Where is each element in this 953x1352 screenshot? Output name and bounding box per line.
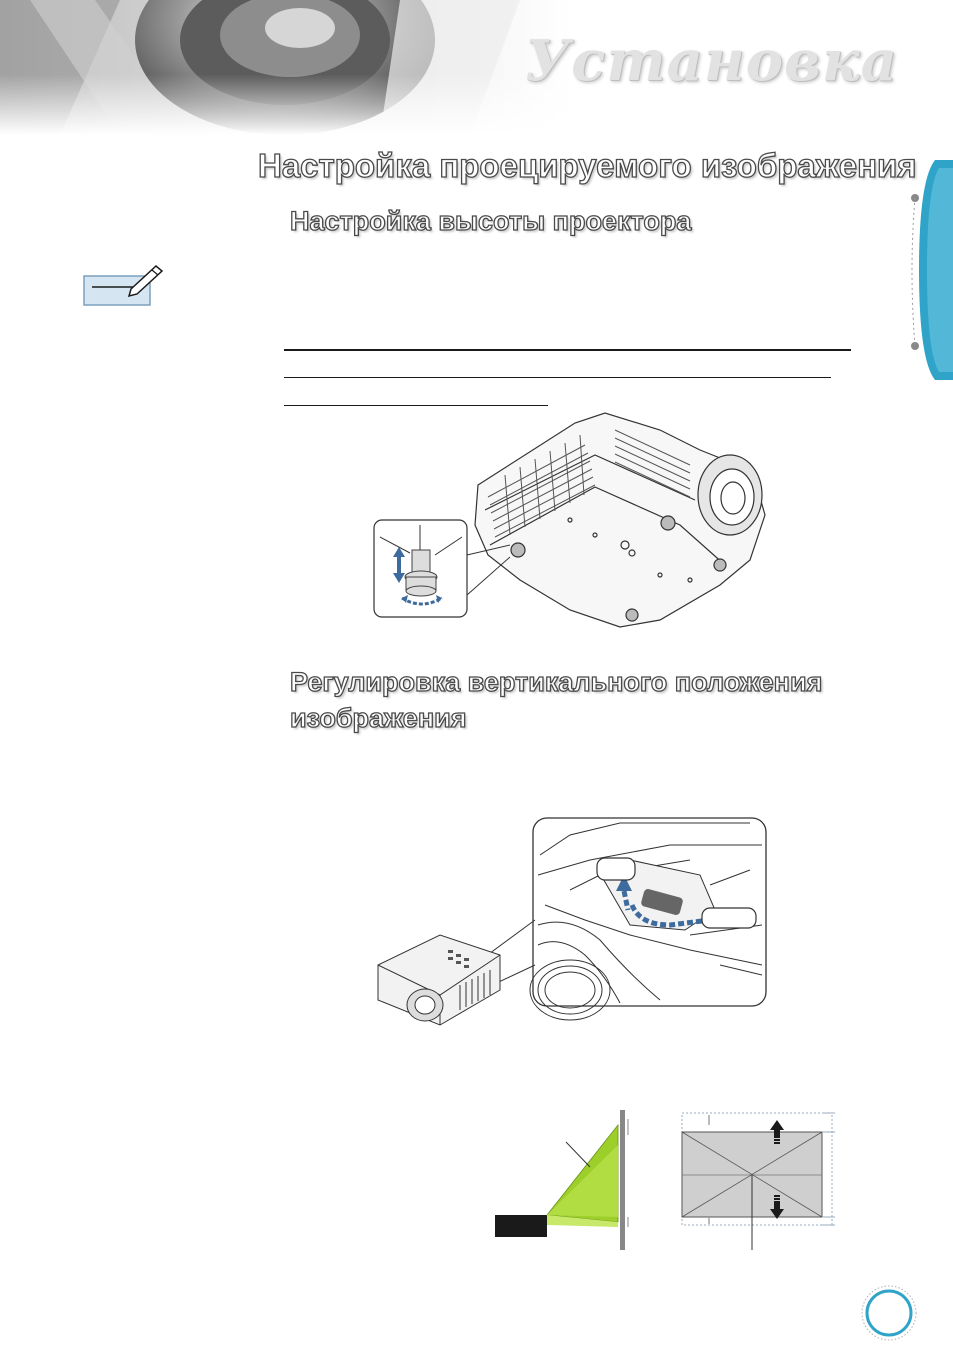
vertical-adjust-heading: Регулировка вертикального положения изображения [290, 667, 823, 733]
pencil-note-icon [83, 262, 168, 307]
main-heading: Настройка проецируемого изображения [258, 147, 917, 184]
projector-tilt-foot-illustration [370, 405, 770, 630]
note-rule [284, 349, 851, 351]
page-badge-icon [860, 1284, 918, 1342]
lens-shift-illustration [370, 815, 770, 1045]
height-adjust-heading: Настройка высоты проектора [290, 206, 692, 236]
side-tab-decoration [905, 160, 953, 380]
chapter-title: Установка [524, 28, 898, 94]
projection-shift-diagram [490, 1105, 835, 1255]
header-banner [0, 0, 953, 135]
note-rule [284, 377, 831, 378]
